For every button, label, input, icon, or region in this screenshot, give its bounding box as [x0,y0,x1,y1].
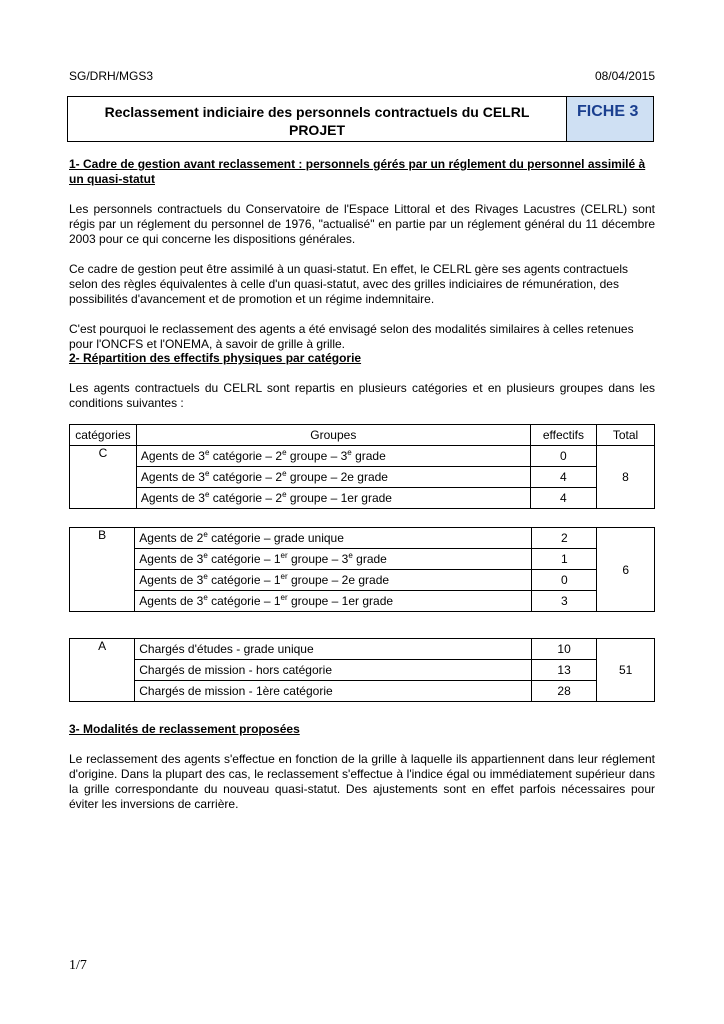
total-cell: 6 [597,528,655,612]
table-row [70,446,655,467]
document-title [67,96,567,142]
group-cell: Agents de 3e catégorie – 2e groupe – 2e grade [136,467,530,488]
effectif-cell: 4 [530,467,596,488]
section-1-paragraph-1: Les personnels contractuels du Conservatoire de l'Espace Littoral et des Rivages Lacustres (CELRL) sont régis par un réglement du personnel de 1976, "actualisé" en partie par un réglement général du 11 décembre 2003 pour ce qui concerne les dispositions générales. [69,202,655,246]
table-row [70,639,655,660]
section-2 [69,351,655,411]
table-row [70,467,655,488]
header-effectifs: effectifs [530,425,596,446]
group-cell: Agents de 2e catégorie – grade unique [135,528,532,549]
section-1 [69,157,655,352]
header-reference: SG/DRH/MGS3 [69,69,154,83]
total-cell: 51 [597,639,655,702]
section-2-paragraph-1: Les agents contractuels du CELRL sont repartis en plusieurs catégories et en plusieurs groupes dans les conditions suivantes : [69,381,655,410]
effectif-cell: 0 [532,570,597,591]
group-cell: Agents de 3e catégorie – 2e groupe – 1er grade [136,488,530,509]
section-1-paragraph-3: C'est pourquoi le reclassement des agents a été envisagé selon des modalités similaires à celles retenues pour l'ONCFS et l'ONEMA, à savoir de grille à grille. [69,322,634,351]
effectif-cell: 0 [530,446,596,467]
group-cell: Agents de 3e catégorie – 1er groupe – 2e grade [135,570,532,591]
header-groupes: Groupes [136,425,530,446]
effectif-cell: 28 [531,681,596,702]
fiche-label: FICHE 3 [567,96,654,142]
table-header-row [70,425,655,446]
group-cell: Agents de 3e catégorie – 1er groupe – 1er grade [135,591,532,612]
group-cell: Chargés d'études - grade unique [135,639,532,660]
effectif-cell: 1 [532,549,597,570]
header-total: Total [597,425,655,446]
total-cell: 8 [597,446,655,509]
group-cell: Agents de 3e catégorie – 1er groupe – 3e grade [135,549,532,570]
category-cell: A [70,639,135,702]
table-row [70,549,655,570]
section-1-paragraph-2: Ce cadre de gestion peut être assimilé à un quasi-statut. En effet, le CELRL gère ses agents contractuels selon des règles équivalentes à celle d'un quasi-statut, avec des grilles indiciaires de rémunération, des possibilités d'avancement et de promotion et un régime indemnitaire. [69,262,628,306]
header-categories: catégories [70,425,137,446]
group-cell: Chargés de mission - hors catégorie [135,660,532,681]
table-row [70,660,655,681]
section-3-title: 3- Modalités de reclassement proposées [69,722,300,736]
section-3 [69,722,655,812]
table-row [70,570,655,591]
effectif-cell: 13 [531,660,596,681]
category-cell: C [70,446,137,509]
table-row [70,488,655,509]
effectif-cell: 10 [531,639,596,660]
staff-table-category-b [69,527,655,612]
effectif-cell: 2 [532,528,597,549]
section-2-title: 2- Répartition des effectifs physiques par catégorie [69,351,362,365]
section-3-paragraph-1: Le reclassement des agents s'effectue en fonction de la grille à laquelle ils appartiennent dans leur réglement d'origine. Dans la plupart des cas, le reclassement s'effectue à l'indice égal ou immédiatement supérieur dans la grille correspondante du nouveau quasi-statut. Des ajustements sont en effet parfois nécessaires pour éviter les inversions de carrière. [69,752,655,811]
title-line-1: Reclassement indiciaire des personnels contractuels du CELRL [104,104,530,120]
effectif-cell: 4 [530,488,596,509]
table-row [70,591,655,612]
table-row [70,681,655,702]
staff-table-category-c [69,424,655,509]
header-date: 08/04/2015 [594,69,655,83]
category-cell: B [70,528,135,612]
table-row [70,528,655,549]
section-1-title: 1- Cadre de gestion avant reclassement : personnels gérés par un réglement du personnel assimilé à un quasi-statut [69,157,646,186]
staff-table-category-a [69,638,655,702]
group-cell: Chargés de mission - 1ère catégorie [135,681,532,702]
group-cell: Agents de 3e catégorie – 2e groupe – 3e grade [136,446,530,467]
title-line-2: PROJET [288,122,345,138]
page-number: 1/7 [69,958,87,973]
effectif-cell: 3 [532,591,597,612]
